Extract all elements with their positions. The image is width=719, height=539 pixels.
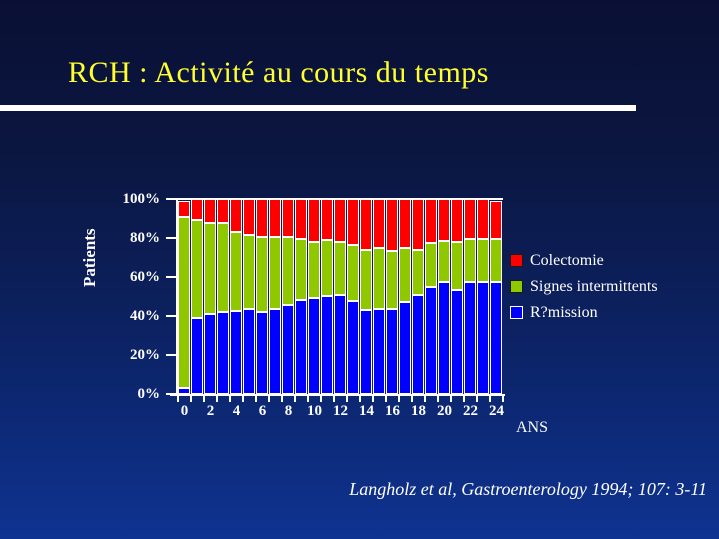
legend-swatch-colectomie [510,254,523,267]
x-tick-mark [502,396,504,402]
bar-segment-remission [204,314,216,394]
bar-segment-signes-intermittents [282,237,294,305]
x-tick-mark [190,396,192,402]
y-tick-label: 80% [130,230,160,246]
bar-segment-signes-intermittents [438,241,450,282]
x-tick-label: 2 [206,403,215,419]
bar-year-4 [230,199,242,394]
bar-segment-remission [243,309,255,394]
bar-year-11 [321,199,333,394]
x-tick-mark [203,396,205,402]
bar-segment-colectomie [490,201,502,239]
bar-segment-colectomie [477,199,489,239]
bar-segment-colectomie [295,199,307,239]
bar-segment-remission [295,300,307,394]
bar-segment-signes-intermittents [269,237,281,309]
bar-segment-remission [282,305,294,394]
x-tick-mark [359,396,361,402]
bar-segment-remission [464,282,476,394]
x-tick-label: 8 [284,403,293,419]
bar-segment-colectomie [217,199,229,223]
bar-segment-colectomie [256,199,268,237]
bar-year-10 [308,199,320,394]
plot-area [178,199,503,394]
bar-segment-signes-intermittents [321,240,333,296]
bar-year-23 [477,199,489,394]
bar-segment-remission [412,295,424,395]
bar-year-5 [243,199,255,394]
legend-item [510,304,658,321]
x-tick-label: 10 [307,403,322,419]
x-axis-line [170,394,505,396]
x-tick-label: 0 [180,403,189,419]
x-tick-mark [372,396,374,402]
x-tick-mark [333,396,335,402]
bar-year-15 [373,199,385,394]
x-tick-label: 6 [258,403,267,419]
x-tick-mark [450,396,452,402]
bar-segment-remission [230,311,242,394]
bar-segment-remission [399,302,411,394]
bar-segment-colectomie [386,199,398,251]
x-tick-mark [320,396,322,402]
bar-year-13 [347,199,359,394]
bar-segment-signes-intermittents [243,235,255,309]
x-tick-mark [307,396,309,402]
y-tick-mark [166,237,176,239]
x-tick-mark [294,396,296,402]
bar-year-2 [204,199,216,394]
bar-segment-remission [308,298,320,395]
bar-segment-remission [334,295,346,395]
x-tick-mark [398,396,400,402]
bar-segment-colectomie [425,199,437,243]
bar-year-19 [425,199,437,394]
bar-year-8 [282,199,294,394]
x-tick-mark [268,396,270,402]
bar-segment-remission [360,310,372,394]
bar-segment-colectomie [321,199,333,240]
bar-segment-remission [347,301,359,394]
bar-segment-remission [490,282,502,394]
bar-segment-signes-intermittents [204,223,216,315]
bar-segment-colectomie [412,199,424,250]
y-tick-mark [166,315,176,317]
bar-segment-signes-intermittents [217,223,229,312]
x-tick-label: 16 [385,403,400,419]
citation: Langholz et al, Gastroenterology 1994; 107: 3-11 [349,479,707,499]
bar-segment-colectomie [451,199,463,242]
y-tick-label: 20% [130,347,160,363]
x-tick-mark [437,396,439,402]
bar-year-6 [256,199,268,394]
bar-year-21 [451,199,463,394]
legend-label: Colectomie [530,252,604,269]
bar-segment-colectomie [243,199,255,235]
bar-segment-remission [477,282,489,394]
bar-year-22 [464,199,476,394]
bar-segment-signes-intermittents [399,248,411,303]
bar-segment-remission [321,296,333,395]
x-tick-mark [385,396,387,402]
bar-segment-signes-intermittents [373,248,385,309]
x-tick-mark [424,396,426,402]
x-tick-mark [489,396,491,402]
bar-segment-signes-intermittents [191,220,203,319]
bar-segment-remission [217,312,229,394]
bar-segment-colectomie [230,199,242,232]
bar-segment-signes-intermittents [360,250,372,311]
bar-segment-signes-intermittents [490,239,502,282]
legend-swatch-signes-intermittents [510,280,523,293]
legend-label: R?mission [530,304,598,321]
legend-swatch-remission [510,306,523,319]
x-tick-mark [177,396,179,402]
x-tick-mark [229,396,231,402]
bar-segment-signes-intermittents [178,217,190,389]
x-tick-mark [411,396,413,402]
x-tick-mark [476,396,478,402]
x-tick-mark [463,396,465,402]
bar-year-17 [399,199,411,394]
x-tick-label: 12 [333,403,348,419]
bar-segment-remission [256,312,268,394]
x-tick-label: 22 [463,403,478,419]
bar-segment-remission [373,309,385,394]
bar-segment-colectomie [360,199,372,250]
bar-segment-signes-intermittents [386,251,398,310]
bar-segment-signes-intermittents [295,239,307,300]
bar-segment-signes-intermittents [347,245,359,302]
bar-segment-colectomie [269,199,281,237]
bar-segment-remission [386,309,398,394]
bar-segment-signes-intermittents [425,243,437,287]
x-tick-mark [281,396,283,402]
bar-segment-signes-intermittents [464,239,476,282]
x-tick-mark [346,396,348,402]
x-tick-mark [216,396,218,402]
bar-segment-colectomie [204,199,216,222]
y-tick-label: 60% [130,269,160,285]
x-tick-mark [242,396,244,402]
bar-segment-signes-intermittents [230,232,242,311]
bar-segment-colectomie [347,199,359,245]
bar-segment-colectomie [191,199,203,220]
bar-year-12 [334,199,346,394]
legend-label: Signes intermittents [530,278,658,295]
bar-segment-signes-intermittents [334,242,346,295]
bar-year-0 [178,201,190,394]
bar-segment-remission [191,318,203,394]
bar-year-9 [295,199,307,394]
bar-segment-colectomie [308,199,320,242]
bar-segment-colectomie [464,199,476,239]
bar-segment-colectomie [178,201,190,217]
bar-segment-colectomie [438,199,450,241]
legend-item [510,252,658,269]
bar-segment-colectomie [399,199,411,248]
bar-segment-signes-intermittents [256,237,268,312]
chart-legend [510,252,658,330]
y-tick-mark [166,198,176,200]
y-tick-label: 100% [122,191,160,207]
x-tick-label: 4 [232,403,241,419]
bar-segment-remission [425,287,437,394]
bar-segment-remission [269,309,281,394]
x-tick-label: 24 [489,403,504,419]
legend-item [510,278,658,295]
bar-segment-signes-intermittents [412,250,424,295]
bar-year-20 [438,199,450,394]
bar-segment-remission [451,290,463,394]
bar-segment-signes-intermittents [477,239,489,282]
bar-year-18 [412,199,424,394]
bar-year-3 [217,199,229,394]
y-axis-title: Patients [80,228,99,288]
bar-year-24 [490,201,502,394]
y-tick-label: 40% [130,308,160,324]
x-tick-label: 18 [411,403,426,419]
bar-year-16 [386,199,398,394]
bar-segment-colectomie [282,199,294,237]
y-tick-label: 0% [137,386,160,402]
x-axis-title: ANS [516,419,549,436]
bar-segment-colectomie [373,199,385,248]
x-tick-mark [255,396,257,402]
bar-segment-signes-intermittents [308,242,320,298]
x-tick-label: 14 [359,403,374,419]
bar-segment-remission [438,282,450,394]
x-tick-label: 20 [437,403,452,419]
bar-year-7 [269,199,281,394]
bar-segment-colectomie [334,199,346,242]
bar-segment-signes-intermittents [451,242,463,290]
bar-year-14 [360,199,372,394]
slide-title: RCH : Activité au cours du temps [68,56,489,89]
bar-year-1 [191,199,203,394]
y-tick-mark [166,354,176,356]
y-tick-mark [166,276,176,278]
